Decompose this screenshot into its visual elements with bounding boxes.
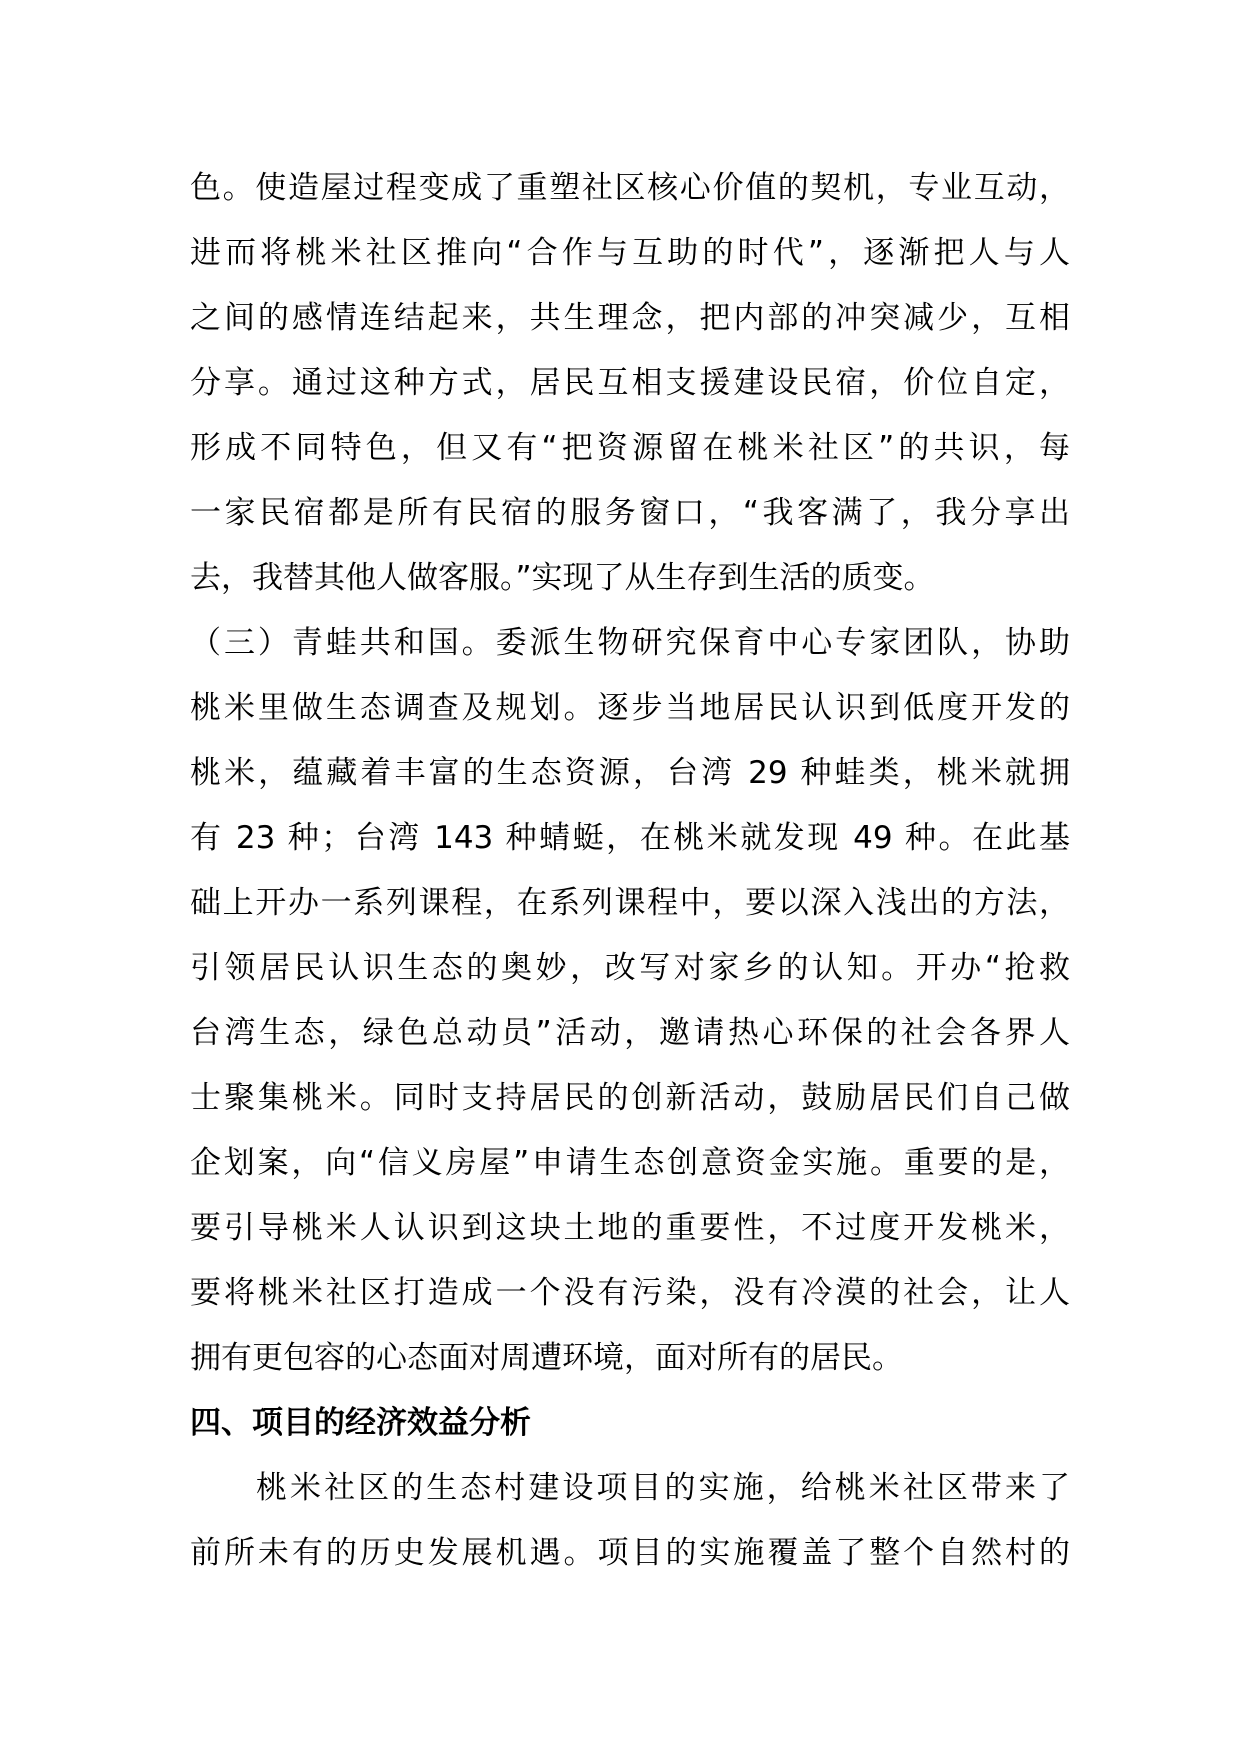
text-line: 之间的感情连结起来，共生理念，把内部的冲突减少，互相: [190, 300, 1070, 336]
text-line: （三）青蛙共和国。委派生物研究保育中心专家团队，协助: [190, 625, 1070, 661]
text-line: 础上开办一系列课程，在系列课程中，要以深入浅出的方法，: [190, 885, 1070, 921]
text-line: 色。使造屋过程变成了重塑社区核心价值的契机，专业互动，: [190, 170, 1070, 206]
text-line: 去，我替其他人做客服。”实现了从生存到生活的质变。: [190, 560, 935, 596]
text-line: 台湾生态，绿色总动员”活动，邀请热心环保的社会各界人: [190, 1015, 1070, 1051]
text-line: 引领居民认识生态的奥妙，改写对家乡的认知。开办“抢救: [190, 950, 1070, 986]
text-line: 一家民宿都是所有民宿的服务窗口，“我客满了，我分享出: [190, 495, 1070, 531]
paragraph-homestay-cooperation: [190, 156, 1070, 611]
text-line: 企划案，向“信义房屋”申请生态创意资金实施。重要的是，: [190, 1145, 1070, 1181]
text-line: 分享。通过这种方式，居民互相支援建设民宿，价位自定，: [190, 365, 1070, 401]
text-line: 要将桃米社区打造成一个没有污染，没有冷漠的社会，让人: [190, 1275, 1070, 1311]
text-line: 桃米里做生态调查及规划。逐步当地居民认识到低度开发的: [190, 690, 1070, 726]
paragraph-frog-republic: [190, 611, 1070, 1391]
text-line: 前所未有的历史发展机遇。项目的实施覆盖了整个自然村的: [190, 1535, 1070, 1571]
text-line: 拥有更包容的心态面对周遭环境，面对所有的居民。: [190, 1340, 903, 1376]
text-line: 士聚集桃米。同时支持居民的创新活动，鼓励居民们自己做: [190, 1080, 1070, 1116]
paragraph-economic-benefits: [190, 1456, 1070, 1586]
text-line: 形成不同特色，但又有“把资源留在桃米社区”的共识，每: [190, 430, 1070, 466]
text-line: 要引导桃米人认识到这块土地的重要性，不过度开发桃米，: [190, 1210, 1070, 1246]
section-heading: 四、项目的经济效益分析: [190, 1405, 531, 1441]
text-line: 桃米社区的生态村建设项目的实施，给桃米社区带来了: [256, 1470, 1070, 1506]
body-text: [190, 156, 1070, 1586]
text-line: 桃米，蕴藏着丰富的生态资源，台湾 29 种蛙类，桃米就拥: [190, 755, 1070, 791]
text-line: 进而将桃米社区推向“合作与互助的时代”，逐渐把人与人: [190, 235, 1070, 271]
text-line: 有 23 种；台湾 143 种蜻蜓，在桃米就发现 49 种。在此基: [190, 820, 1070, 856]
